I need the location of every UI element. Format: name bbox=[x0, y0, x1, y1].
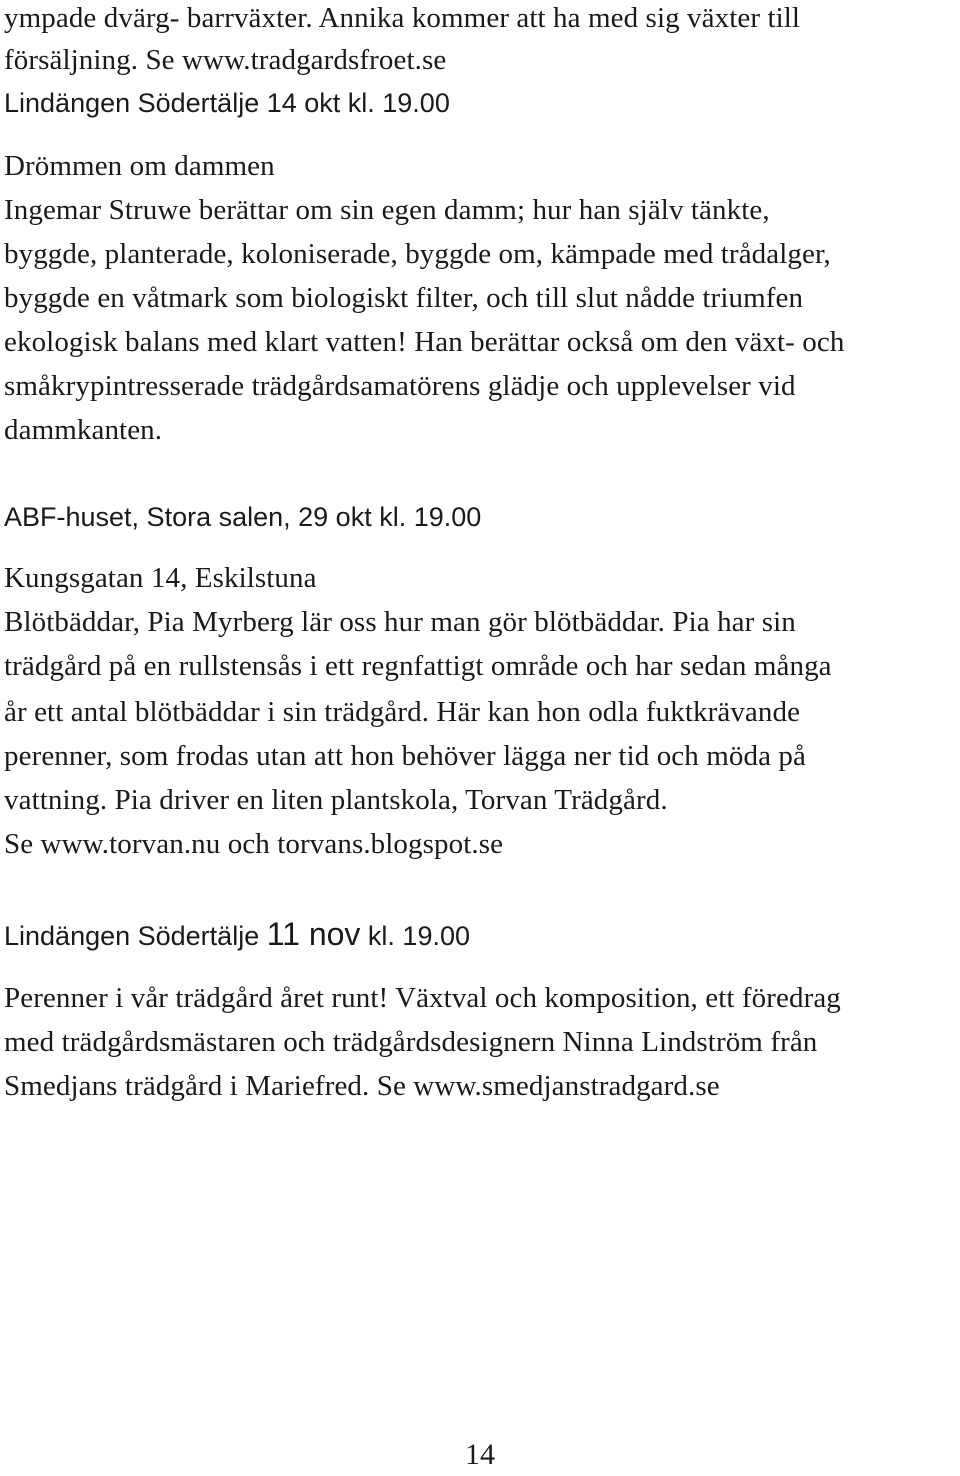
event1-title: Drömmen om dammen bbox=[4, 150, 275, 182]
event3-line-2: med trädgårdsmästaren och trädgårdsdesignern Ninna Lindström från bbox=[4, 1026, 818, 1058]
event3-line-3: Smedjans trädgård i Mariefred. Se www.smedjanstradgard.se bbox=[4, 1070, 720, 1102]
event1-line-5: småkrypintresserade trädgårdsamatörens glädje och upplevelser vid bbox=[4, 370, 796, 402]
event3-venue-place: Lindängen Södertälje bbox=[4, 921, 267, 951]
event1-line-1: Ingemar Struwe berättar om sin egen damm; hur han själv tänkte, bbox=[4, 194, 770, 226]
event1-line-2: byggde, planterade, koloniserade, byggde om, kämpade med trådalger, bbox=[4, 238, 831, 270]
intro-venue: Lindängen Södertälje 14 okt kl. 19.00 bbox=[4, 88, 450, 118]
event2-venue: ABF-huset, Stora salen, 29 okt kl. 19.00 bbox=[4, 502, 482, 532]
event3-venue-time: kl. 19.00 bbox=[360, 921, 470, 951]
event2-line-3: år ett antal blötbäddar i sin trädgård. Här kan hon odla fuktkrävande bbox=[4, 696, 801, 728]
event2-line-4: perenner, som frodas utan att hon behöver lägga ner tid och möda på bbox=[4, 740, 806, 772]
event2-line-6: Se www.torvan.nu och torvans.blogspot.se bbox=[4, 828, 504, 860]
intro-line-1: ympade dvärg- barrväxter. Annika kommer att ha med sig växter till bbox=[4, 2, 801, 34]
event2-line-5: vattning. Pia driver en liten plantskola, Torvan Trädgård. bbox=[4, 784, 668, 816]
event3-line-1: Perenner i vår trädgård året runt! Växtval och komposition, ett föredrag bbox=[4, 982, 841, 1014]
event3-venue bbox=[4, 918, 470, 950]
event2-line-1: Blötbäddar, Pia Myrberg lär oss hur man gör blötbäddar. Pia har sin bbox=[4, 606, 796, 638]
event1-line-4: ekologisk balans med klart vatten! Han berättar också om den växt- och bbox=[4, 326, 845, 358]
event2-address: Kungsgatan 14, Eskilstuna bbox=[4, 562, 317, 594]
event2-line-2: trädgård på en rullstensås i ett regnfattigt område och har sedan många bbox=[4, 650, 832, 682]
event1-line-6: dammkanten. bbox=[4, 414, 163, 446]
event3-venue-date: 11 nov bbox=[266, 916, 361, 952]
event1-line-3: byggde en våtmark som biologiskt filter, och till slut nådde triumfen bbox=[4, 282, 804, 314]
page-number: 14 bbox=[465, 1438, 495, 1471]
intro-line-2: försäljning. Se www.tradgardsfroet.se bbox=[4, 44, 447, 76]
